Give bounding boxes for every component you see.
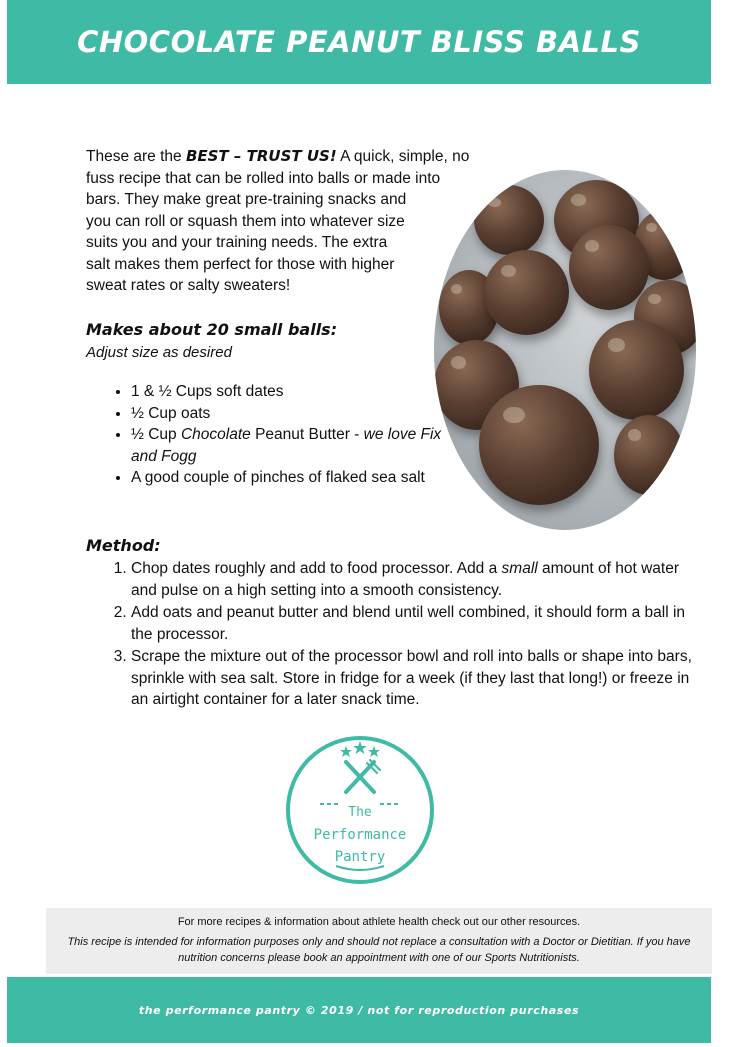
step-text: Chop dates roughly and add to food processor. Add a: [131, 560, 502, 577]
step-text: amount of hot water and pulse on a high setting into a smooth consistency.: [131, 560, 680, 599]
intro-emphasis: BEST – TRUST US!: [185, 147, 337, 165]
logo-underline: [336, 866, 384, 870]
ingredient-text: 1 & ½ Cups soft dates: [131, 383, 284, 400]
star-icon: [353, 741, 367, 754]
method-step: [131, 602, 701, 645]
yield-heading: Makes about 20 small balls:: [86, 320, 338, 339]
ingredient-text: A good couple of pinches of flaked sea salt: [131, 469, 425, 486]
performance-pantry-logo: [284, 734, 436, 886]
footer-resources-text: For more recipes & information about athlete health check out our other resources.: [177, 916, 581, 928]
footer-info-box: [46, 908, 712, 974]
ingredient-emphasis: we love Fix and Fogg: [131, 426, 442, 465]
method-step: [131, 558, 701, 601]
logo-text-performance: Performance: [313, 827, 407, 843]
logo-text-pantry: Pantry: [334, 849, 386, 865]
footer-disclaimer: This recipe is intended for information purposes only and should not replace a consultation with a Doctor or Dietitian. If you have nutrition concerns please book an appointment with one of our Sports Nutritionists.: [67, 936, 691, 964]
page-title: CHOCOLATE PEANUT BLISS BALLS: [77, 25, 641, 59]
star-icon: [340, 746, 352, 757]
method-step: [131, 646, 701, 711]
step-emphasis: small: [501, 560, 538, 577]
copyright-text: the performance pantry © 2019 / not for reproduction purchases: [138, 1003, 580, 1017]
ingredient-item: [131, 381, 461, 403]
logo-text-the: The: [348, 805, 372, 820]
ingredients-list: [86, 381, 461, 489]
ingredient-text: Peanut Butter -: [250, 426, 364, 443]
logo-stars: [340, 741, 380, 757]
star-icon: [368, 746, 380, 757]
ingredient-item: [131, 403, 461, 425]
ingredient-item: [131, 467, 461, 489]
copyright-banner: [7, 977, 711, 1043]
intro-body: A quick, simple, no fuss recipe that can be rolled into balls or made into bars. They make great pre-training snacks and you can roll or squash them into whatever size suits you and your training needs. The extra salt makes them perfect for those with higher sweat rates or salty sweaters!: [86, 148, 470, 294]
step-text: Scrape the mixture out of the processor bowl and roll into balls or shape into bars, sprinkle with sea salt. Store in fridge for a week (if they last that long!) or freeze in an airtight container for a later snack time.: [131, 648, 692, 708]
method-steps: [86, 558, 701, 712]
ingredient-item: [131, 424, 461, 467]
ingredient-text: ½ Cup: [131, 426, 181, 443]
header-banner: [7, 0, 711, 84]
ingredient-text: ½ Cup oats: [131, 404, 211, 422]
intro-prefix: These are the: [86, 148, 186, 165]
step-text: Add oats and peanut butter and blend until well combined, it should form a ball in the processor.: [131, 604, 686, 643]
ingredient-emphasis: Chocolate: [180, 426, 251, 443]
method-heading: Method:: [86, 536, 161, 555]
yield-note: Adjust size as desired: [86, 344, 232, 361]
utensils-icon: [346, 760, 380, 792]
